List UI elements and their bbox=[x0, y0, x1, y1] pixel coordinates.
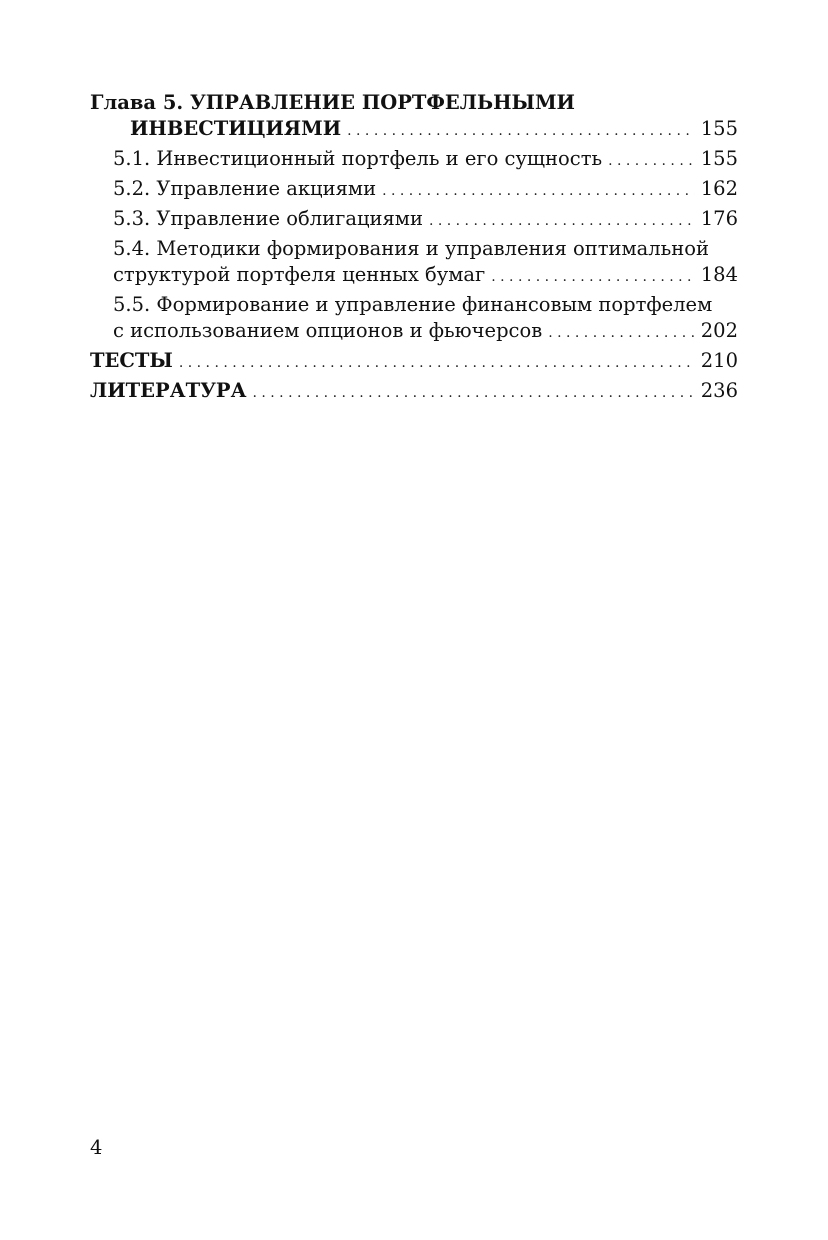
page-number: 210 bbox=[700, 349, 738, 372]
page-number: 202 bbox=[700, 319, 738, 342]
section-title: 5.1. Инвестиционный портфель и его сущность bbox=[113, 147, 603, 170]
dot-leader bbox=[608, 146, 695, 174]
page-number: 155 bbox=[700, 117, 738, 140]
toc-entry-chapter-5 bbox=[90, 90, 738, 144]
dot-leader bbox=[548, 318, 695, 346]
dot-leader bbox=[491, 262, 695, 290]
toc-entry-literature bbox=[90, 378, 738, 406]
page-folio-number: 4 bbox=[90, 1136, 103, 1159]
page-number: 236 bbox=[700, 379, 738, 402]
page-number: 162 bbox=[700, 177, 738, 200]
section-title-line1: 5.4. Методики формирования и управления оптимальной bbox=[113, 237, 710, 260]
page-number: 176 bbox=[700, 207, 738, 230]
page-number: 184 bbox=[700, 263, 738, 286]
toc-entry-5-3 bbox=[90, 206, 738, 234]
toc-entry-tests bbox=[90, 348, 738, 376]
toc-entry-5-2 bbox=[90, 176, 738, 204]
toc-entry-5-1 bbox=[90, 146, 738, 174]
section-title: 5.3. Управление облигациями bbox=[113, 207, 423, 230]
dot-leader bbox=[252, 378, 694, 406]
section-title-line2: структурой портфеля ценных бумаг bbox=[113, 263, 486, 286]
toc-entry-5-4 bbox=[90, 236, 738, 290]
tests-title: ТЕСТЫ bbox=[90, 349, 173, 372]
dot-leader bbox=[429, 206, 695, 234]
dot-leader bbox=[382, 176, 695, 204]
chapter-title-line1: Глава 5. УПРАВЛЕНИЕ ПОРТФЕЛЬНЫМИ bbox=[90, 91, 575, 114]
toc-entry-5-5 bbox=[90, 292, 738, 346]
page-number: 155 bbox=[700, 147, 738, 170]
section-title-line2: с использованием опционов и фьючерсов bbox=[113, 319, 543, 342]
dot-leader bbox=[347, 116, 695, 144]
section-title: 5.2. Управление акциями bbox=[113, 177, 377, 200]
chapter-title-line2: ИНВЕСТИЦИЯМИ bbox=[130, 117, 342, 140]
literature-title: ЛИТЕРАТУРА bbox=[90, 379, 247, 402]
section-title-line1: 5.5. Формирование и управление финансовым портфелем bbox=[113, 293, 713, 316]
dot-leader bbox=[179, 348, 695, 376]
table-of-contents bbox=[90, 90, 738, 408]
